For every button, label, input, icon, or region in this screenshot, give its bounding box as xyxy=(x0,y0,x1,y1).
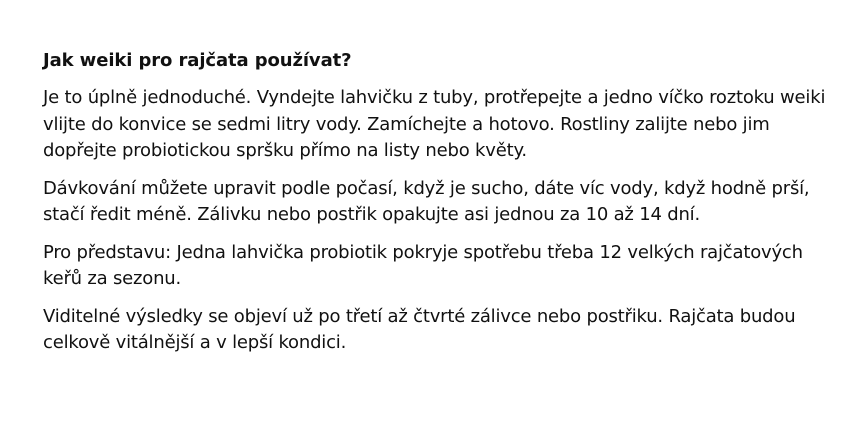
paragraph-dosage: Dávkování můžete upravit podle počasí, když je sucho, dáte víc vody, když hodně prší, stačí ředit méně. Zálivku nebo postřik opakujte asi jednou za 10 až 14 dní. xyxy=(43,177,810,225)
section-heading: Jak weiki pro rajčata používat? xyxy=(43,50,352,71)
paragraph-results: Viditelné výsledky se objeví už po třetí až čtvrté zálivce nebo postřiku. Rajčata budou celkově vitálnější a v lepší kondici. xyxy=(43,305,796,353)
paragraph-coverage: Pro představu: Jedna lahvička probiotik pokryje spotřebu třeba 12 velkých rajčatových keřů za sezonu. xyxy=(43,241,803,289)
article-section xyxy=(43,48,833,368)
paragraph-usage: Je to úplně jednoduché. Vyndejte lahvičku z tuby, protřepejte a jedno víčko roztoku weiki vlijte do konvice se sedmi litry vody. Zamíchejte a hotovo. Rostliny zalijte nebo jim dopřejte probiotickou spršku přímo na listy nebo květy. xyxy=(43,87,826,161)
